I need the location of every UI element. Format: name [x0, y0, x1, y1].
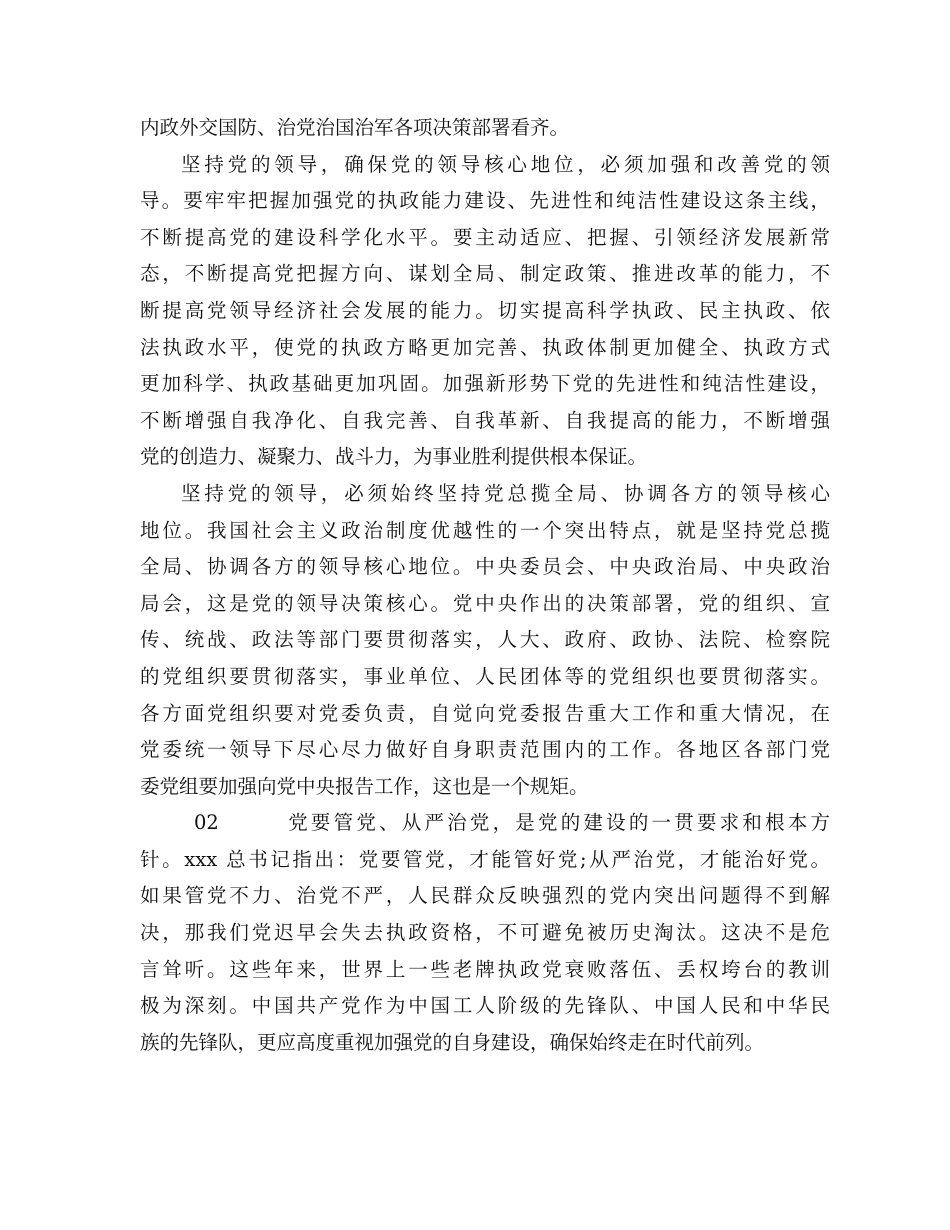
text-line: 全局、协调各方的领导核心地位。中央委员会、中央政治局、中央政治 — [140, 555, 830, 579]
text-line: 断提高党领导经济社会发展的能力。切实提高科学执政、民主执政、依 — [140, 298, 830, 322]
text-line: 委党组要加强向党中央报告工作，这也是一个规矩。 — [140, 774, 589, 798]
text-line: 针。xxx 总书记指出：党要管党，才能管好党;从严治党，才能治好党。 — [140, 847, 830, 871]
text-line: 如果管党不力、治党不严，人民群众反映强烈的党内突出问题得不到解 — [140, 884, 830, 908]
text-line: 态，不断提高党把握方向、谋划全局、制定政策、推进改革的能力，不 — [140, 262, 830, 286]
text-line: 局会，这是党的领导决策核心。党中央作出的决策部署，党的组织、宣 — [140, 591, 830, 615]
document-body — [140, 110, 830, 1061]
text-line: 不断提高党的建设科学化水平。要主动适应、把握、引领经济发展新常 — [140, 225, 830, 249]
text-line: 坚持党的领导，必须始终坚持党总揽全局、协调各方的领导核心 — [181, 481, 830, 505]
section-heading-line — [140, 805, 830, 842]
text-line: 言耸听。这些年来，世界上一些老牌执政党衰败落伍、丢权垮台的教训 — [140, 957, 830, 981]
section-number: 02 — [194, 811, 219, 835]
text-line: 导。要牢牢把握加强党的执政能力建设、先进性和纯洁性建设这条主线， — [140, 189, 830, 213]
text-line: 党要管党、从严治党，是党的建设的一贯要求和根本方 — [285, 811, 830, 835]
text-line: 的党组织要贯彻落实，事业单位、人民团体等的党组织也要贯彻落实。 — [140, 664, 830, 688]
text-line: 更加科学、执政基础更加巩固。加强新形势下党的先进性和纯洁性建设， — [140, 372, 830, 396]
text-line: 传、统战、政法等部门要贯彻落实，人大、政府、政协、法院、检察院 — [140, 628, 830, 652]
text-line: 极为深刻。中国共产党作为中国工人阶级的先锋队、中国人民和中华民 — [140, 994, 830, 1018]
text-line: 地位。我国社会主义政治制度优越性的一个突出特点，就是坚持党总揽 — [140, 518, 830, 542]
text-line: 坚持党的领导，确保党的领导核心地位，必须加强和改善党的领 — [181, 152, 830, 176]
text-line: 党委统一领导下尽心尽力做好自身职责范围内的工作。各地区各部门党 — [140, 738, 830, 762]
text-line: 法执政水平，使党的执政方略更加完善、执政体制更加健全、执政方式 — [140, 335, 830, 359]
text-line: 党的创造力、凝聚力、战斗力，为事业胜利提供根本保证。 — [140, 445, 648, 469]
text-line: 族的先锋队，更应高度重视加强党的自身建设，确保始终走在时代前列。 — [140, 1030, 765, 1054]
text-line: 决，那我们党迟早会失去执政资格，不可避免被历史淘汰。这决不是危 — [140, 921, 830, 945]
text-line: 不断增强自我净化、自我完善、自我革新、自我提高的能力，不断增强 — [140, 408, 830, 432]
text-line: 内政外交国防、治党治国治军各项决策部署看齐。 — [140, 116, 570, 139]
text-line: 各方面党组织要对党委负责，自觉向党委报告重大工作和重大情况，在 — [140, 701, 830, 725]
